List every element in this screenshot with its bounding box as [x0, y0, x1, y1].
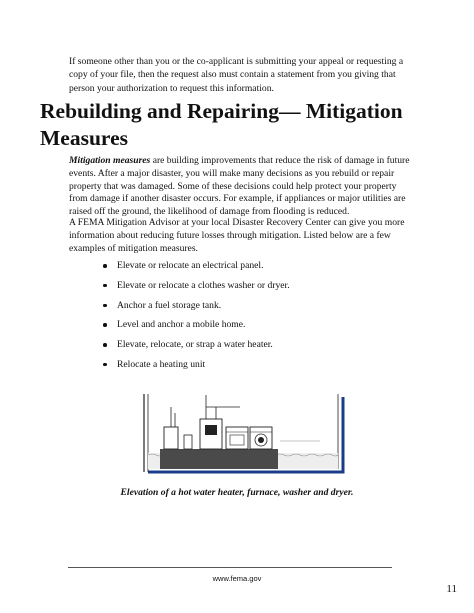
- list-item: Elevate or relocate a clothes washer or dryer.: [103, 279, 290, 299]
- list-item: Elevate or relocate an electrical panel.: [103, 259, 290, 279]
- footer-url: www.fema.gov: [212, 574, 262, 583]
- intro-paragraph: If someone other than you or the co-applicant is submitting your appeal or requesting a copy of your file, then the request also must contain a statement from you giving that person your authorization to request this information.: [69, 56, 404, 94]
- advisor-paragraph: A FEMA Mitigation Advisor at your local Disaster Recovery Center can give you more information about reducing future losses through mitigation. Listed below are a few examples of mitigation measures.: [69, 217, 405, 254]
- elevation-illustration: [140, 389, 355, 484]
- page-number: 11: [446, 583, 457, 595]
- clothes-dryer: [226, 427, 248, 449]
- mitigation-list: [103, 259, 290, 378]
- definition-text: are building improvements that reduce the risk of damage in future events. After a major disaster, you will make many decisions as you rebuild or repair property that was damaged. Some of these decisions could help protect your property from damage if another disaster occurs. For example, if appliances or major utilities are raised off the ground, the likelihood of damage from flooding is reduced.: [69, 155, 410, 218]
- definition-term: Mitigation measures: [69, 155, 151, 166]
- list-item: Level and anchor a mobile home.: [103, 318, 290, 338]
- water-heater: [164, 427, 178, 449]
- figure-caption: Elevation of a hot water heater, furnace, washer and dryer.: [120, 487, 354, 498]
- definition-paragraph: [69, 155, 414, 219]
- elevated-platform: [160, 449, 278, 469]
- list-item: Elevate, relocate, or strap a water heater.: [103, 338, 290, 358]
- list-item: Anchor a fuel storage tank.: [103, 299, 290, 319]
- list-item: Relocate a heating unit: [103, 358, 290, 378]
- footer-divider: [68, 567, 392, 568]
- section-heading: Rebuilding and Repairing— Mitigation Measures: [40, 99, 403, 150]
- small-tank: [184, 435, 192, 449]
